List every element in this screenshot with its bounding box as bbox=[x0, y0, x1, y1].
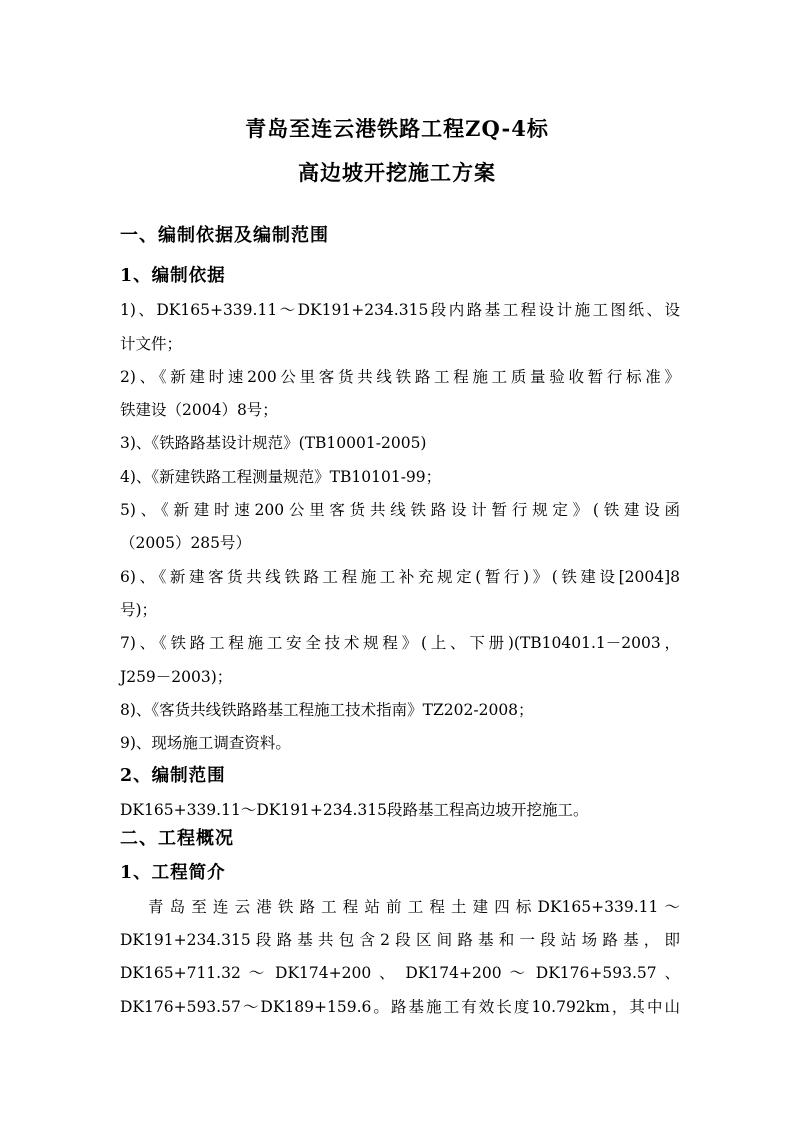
intro-line: DK176+593.57～DK189+159.6。路基施工有效长度10.792km，其中山 bbox=[120, 998, 680, 1016]
document-title-line-2: 高边坡开挖施工方案 bbox=[298, 160, 496, 185]
basis-line: 号)； bbox=[120, 601, 158, 619]
intro-line: DK165+711.32 ～ DK174+200 、 DK174+200 ～ DK176+593.57 、 bbox=[120, 964, 680, 982]
basis-line: 2)、《新建时速200公里客货共线铁路工程施工质量验收暂行标准》 bbox=[120, 368, 680, 386]
basis-line: 7)、《铁路工程施工安全技术规程》(上、下册)(TB10401.1－2003， bbox=[120, 634, 680, 652]
intro-line: 青岛至连云港铁路工程站前工程土建四标DK165+339.11～ bbox=[148, 898, 680, 916]
document-title-line-1: 青岛至连云港铁路工程ZQ-4标 bbox=[245, 116, 549, 141]
basis-line: 6)、《新建客货共线铁路工程施工补充规定(暂行)》(铁建设[2004]8 bbox=[120, 568, 680, 586]
section-heading-basis-scope: 一、编制依据及编制范围 bbox=[120, 225, 329, 246]
subsection-heading-scope: 2、编制范围 bbox=[120, 766, 226, 786]
basis-line: 5)、《新建时速200公里客货共线铁路设计暂行规定》(铁建设函 bbox=[120, 501, 680, 519]
scope-line: DK165+339.11～DK191+234.315段路基工程高边坡开挖施工。 bbox=[120, 801, 589, 819]
section-heading-project-overview: 二、工程概况 bbox=[120, 828, 234, 849]
basis-line: 4)、《新建铁路工程测量规范》TB10101-99； bbox=[120, 468, 442, 486]
basis-line: 铁建设（2004）8号； bbox=[120, 401, 278, 419]
basis-line: J259－2003)； bbox=[120, 668, 233, 686]
basis-line: （2005）285号） bbox=[120, 534, 252, 552]
subsection-heading-basis: 1、编制依据 bbox=[120, 266, 226, 286]
subsection-heading-project-intro: 1、工程简介 bbox=[120, 863, 226, 883]
basis-line: 计文件； bbox=[120, 335, 183, 353]
basis-line: 9)、现场施工调查资料。 bbox=[120, 734, 291, 752]
basis-line: 8)、《客货共线铁路路基工程施工技术指南》TZ202-2008； bbox=[120, 701, 534, 719]
intro-line: DK191+234.315段路基共包含2段区间路基和一段站场路基，即 bbox=[120, 931, 680, 949]
basis-line: 1)、DK165+339.11～DK191+234.315段内路基工程设计施工图纸、设 bbox=[120, 301, 680, 319]
basis-line: 3)、《铁路路基设计规范》(TB10001-2005) bbox=[120, 434, 427, 452]
